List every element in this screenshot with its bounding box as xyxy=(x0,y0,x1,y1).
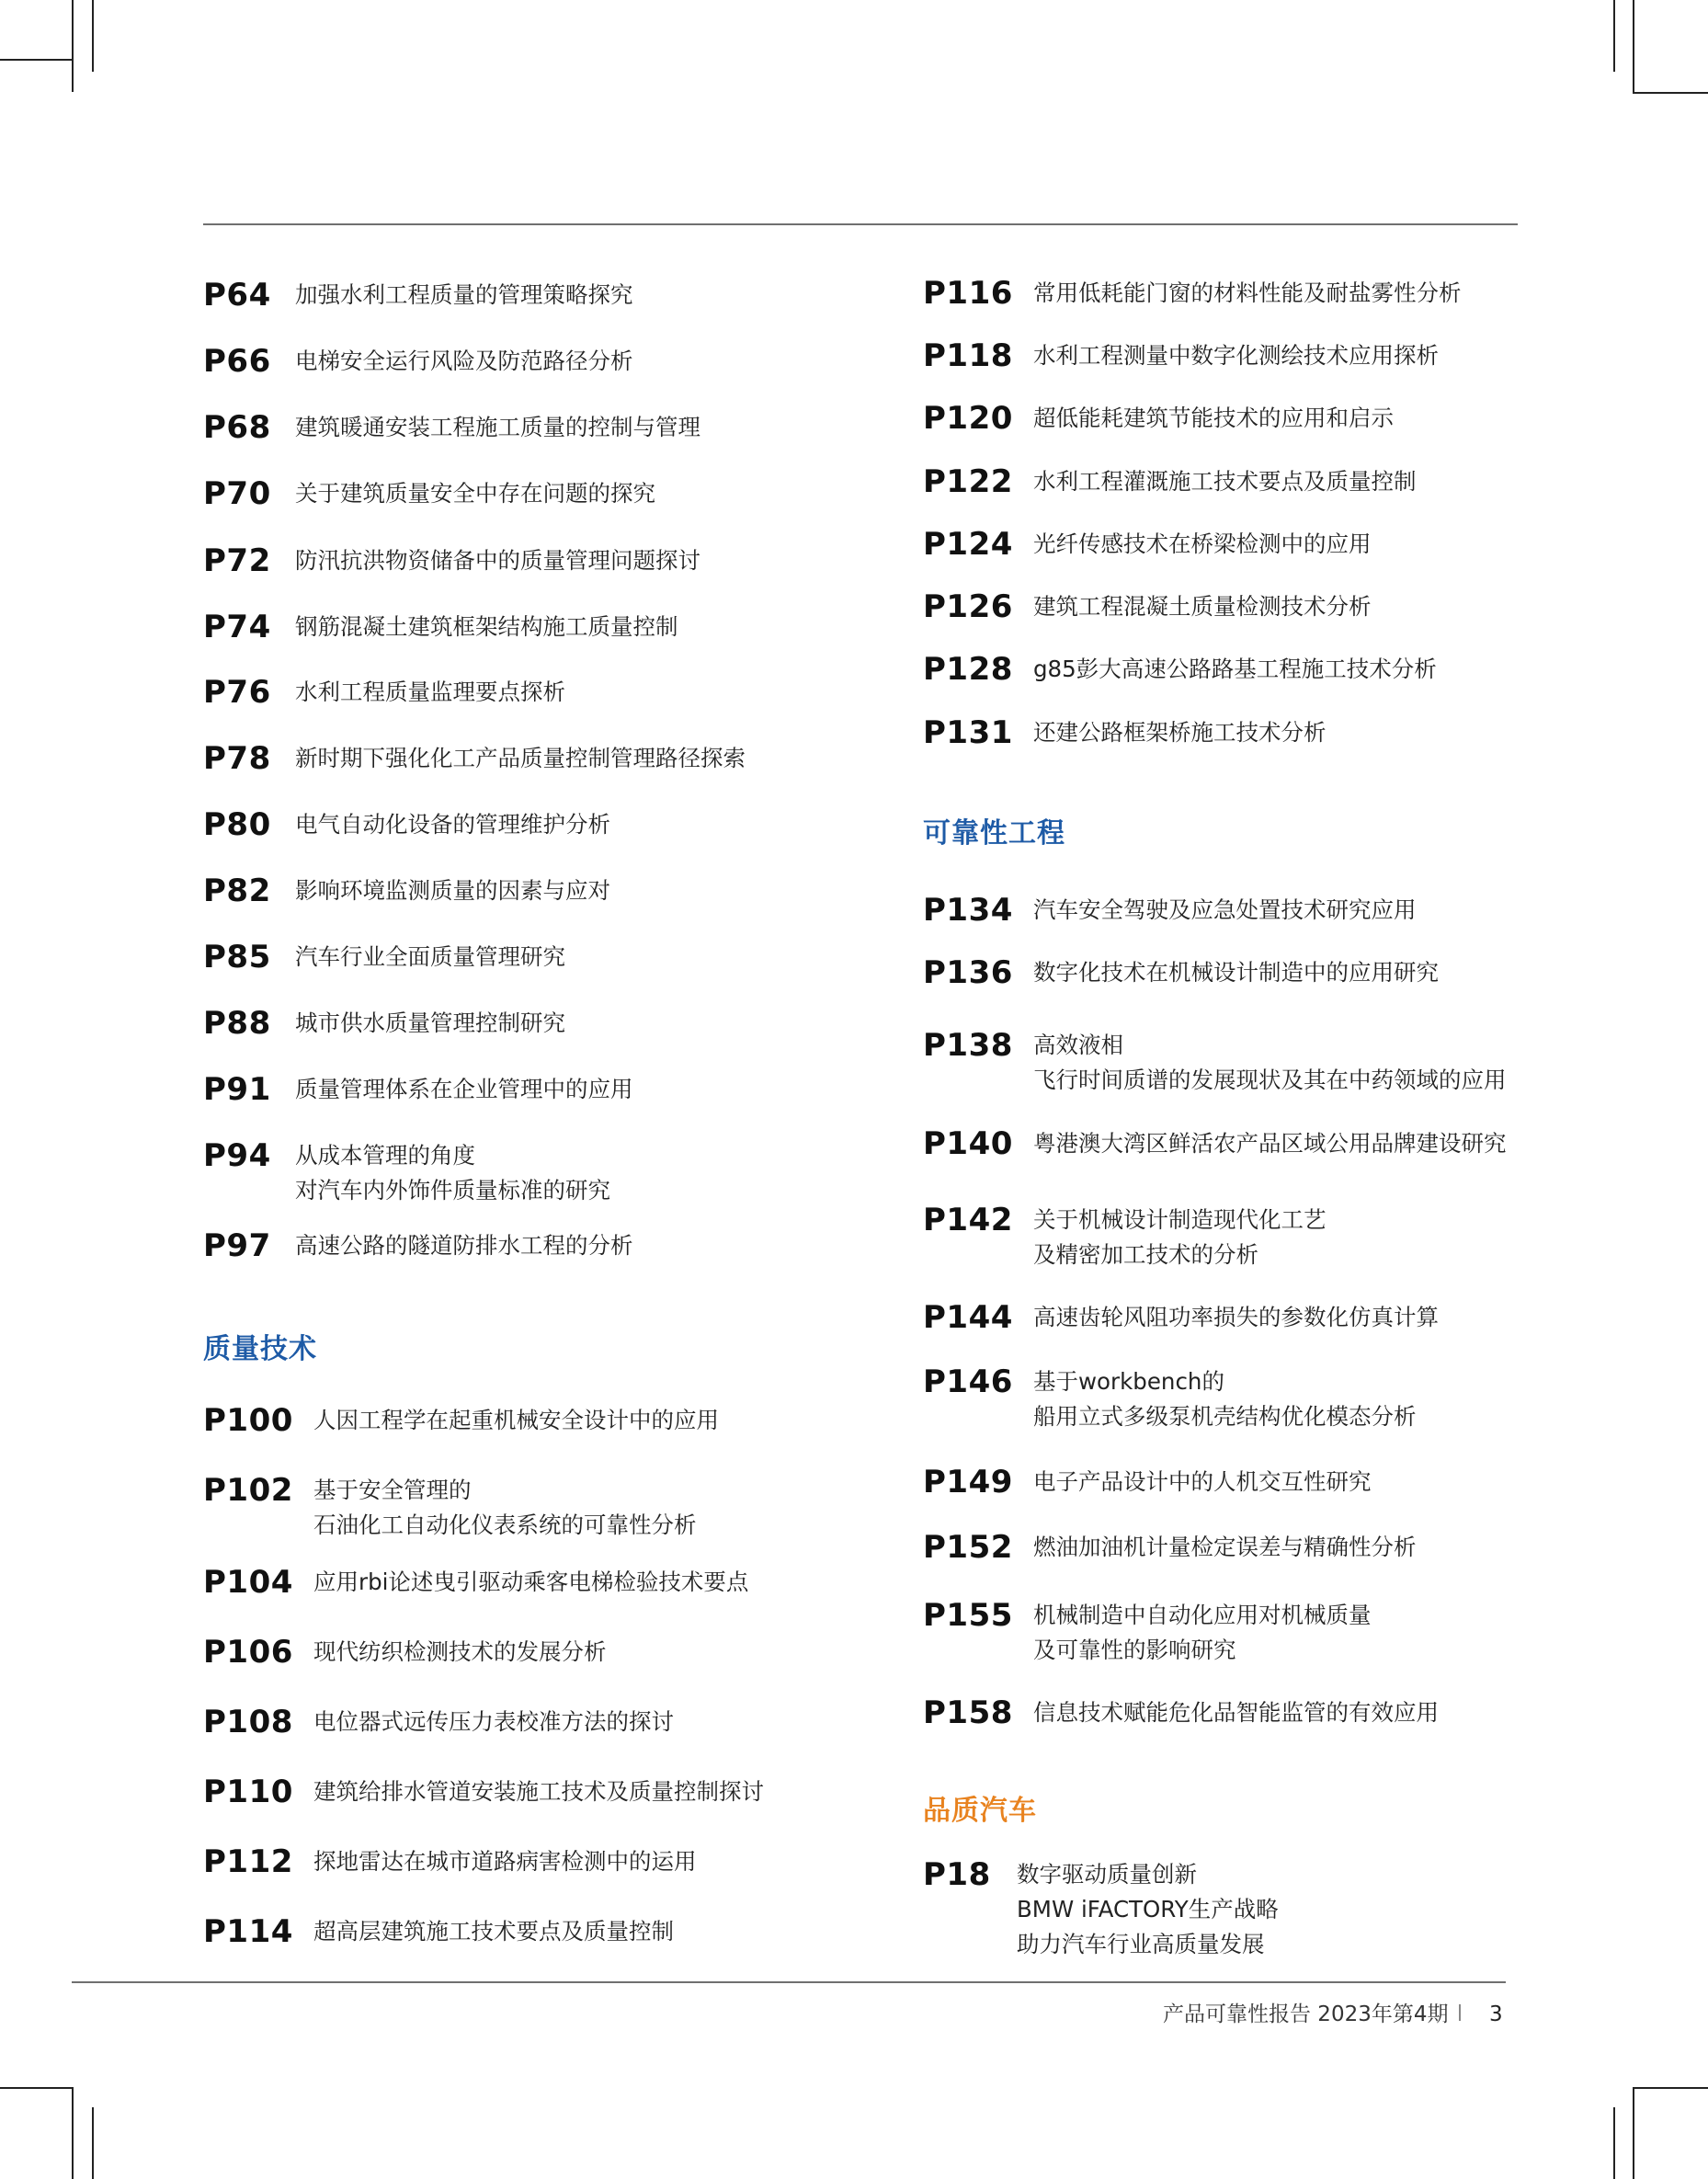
toc-title-line: 应用rbi论述曳引驱动乘客电梯检验技术要点 xyxy=(313,1569,749,1595)
toc-title-line: 燃油加油机计量检定误差与精确性分析 xyxy=(1033,1534,1417,1560)
toc-title-line: 现代纺织检测技术的发展分析 xyxy=(313,1638,607,1665)
toc-entry[interactable] xyxy=(203,410,700,445)
top-divider xyxy=(203,223,1518,225)
toc-entry[interactable] xyxy=(203,741,746,776)
toc-title xyxy=(295,543,700,578)
toc-title-line: 新时期下强化化工产品质量控制管理路径探索 xyxy=(295,745,746,771)
toc-entry[interactable] xyxy=(203,1473,697,1543)
toc-page-number: P78 xyxy=(203,740,271,777)
crop-mark xyxy=(1633,0,1634,92)
crop-mark xyxy=(1633,2087,1634,2179)
toc-title xyxy=(295,410,700,445)
toc-entry[interactable] xyxy=(203,1228,633,1263)
toc-title-line: 探地雷达在城市道路病害检测中的运用 xyxy=(313,1848,697,1875)
toc-page-number: P142 xyxy=(923,1202,1013,1238)
toc-entry[interactable] xyxy=(923,1203,1327,1272)
toc-title-line: 高速齿轮风阻功率损失的参数化仿真计算 xyxy=(1033,1304,1439,1330)
footer-separator xyxy=(1459,2004,1461,2021)
bottom-divider xyxy=(72,1981,1506,1983)
toc-title xyxy=(1033,1465,1372,1500)
toc-title xyxy=(295,675,565,710)
toc-entry[interactable] xyxy=(203,1006,565,1041)
toc-page-number: P116 xyxy=(923,275,1013,312)
toc-entry[interactable] xyxy=(923,1126,1507,1161)
toc-title xyxy=(1033,955,1439,990)
toc-entry[interactable] xyxy=(923,1530,1417,1565)
toc-entry[interactable] xyxy=(923,955,1439,990)
toc-page-number: P76 xyxy=(203,674,271,711)
toc-entry[interactable] xyxy=(923,715,1327,750)
toc-title-line: 电气自动化设备的管理维护分析 xyxy=(295,811,610,838)
toc-page-number: P138 xyxy=(923,1027,1013,1064)
toc-title xyxy=(295,807,610,842)
toc-page-number: P97 xyxy=(203,1227,271,1264)
toc-title xyxy=(295,278,633,313)
toc-title-line: 建筑工程混凝土质量检测技术分析 xyxy=(1033,593,1372,620)
footer-publication: 产品可靠性报告 2023年第4期 xyxy=(1163,2002,1449,2026)
toc-title-line: 质量管理体系在企业管理中的应用 xyxy=(295,1076,633,1102)
crop-mark xyxy=(1633,92,1708,94)
toc-title xyxy=(1033,1028,1507,1098)
toc-entry[interactable] xyxy=(923,1028,1507,1098)
toc-entry[interactable] xyxy=(203,675,565,710)
toc-title xyxy=(1033,401,1394,436)
toc-title-line: 基于安全管理的 xyxy=(313,1477,472,1503)
toc-entry[interactable] xyxy=(923,1465,1372,1500)
toc-title xyxy=(295,873,610,908)
toc-page-number: P118 xyxy=(923,337,1013,374)
crop-mark xyxy=(92,2107,94,2179)
toc-title xyxy=(1033,276,1462,311)
toc-title-line: 常用低耗能门窗的材料性能及耐盐雾性分析 xyxy=(1033,280,1462,306)
toc-title-line: 及精密加工技术的分析 xyxy=(1033,1241,1258,1268)
toc-title xyxy=(313,1635,607,1670)
toc-title xyxy=(313,1473,697,1543)
toc-title-line: 影响环境监测质量的因素与应对 xyxy=(295,877,610,904)
toc-title-line: 钢筋混凝土建筑框架结构施工质量控制 xyxy=(295,613,678,640)
toc-title xyxy=(1033,1364,1417,1434)
toc-title-line: 石油化工自动化仪表系统的可靠性分析 xyxy=(313,1512,697,1538)
toc-title-line: 电位器式远传压力表校准方法的探讨 xyxy=(313,1708,674,1735)
toc-entry[interactable] xyxy=(923,1300,1439,1335)
toc-title xyxy=(295,1006,565,1041)
toc-title xyxy=(1033,589,1372,624)
toc-page-number: P68 xyxy=(203,409,271,446)
section-heading: 品质汽车 xyxy=(923,1795,1037,1827)
toc-page-number: P114 xyxy=(203,1913,293,1950)
toc-title xyxy=(313,1844,697,1879)
toc-title-line: 信息技术赋能危化品智能监管的有效应用 xyxy=(1033,1699,1439,1726)
toc-title xyxy=(1033,1126,1507,1161)
toc-title xyxy=(313,1705,674,1740)
toc-entry[interactable] xyxy=(203,873,610,908)
toc-page-number: P140 xyxy=(923,1125,1013,1162)
toc-title-line: 基于workbench的 xyxy=(1033,1368,1224,1395)
toc-entry[interactable] xyxy=(923,1598,1372,1668)
toc-entry[interactable] xyxy=(923,589,1372,624)
toc-entry[interactable] xyxy=(203,1072,633,1107)
toc-page-number: P152 xyxy=(923,1529,1013,1566)
toc-page-number: P126 xyxy=(923,588,1013,625)
toc-title xyxy=(1033,893,1417,928)
crop-mark xyxy=(0,59,72,61)
toc-page-number: P128 xyxy=(923,651,1013,688)
toc-page-number: P80 xyxy=(203,806,271,843)
toc-title-line: 数字化技术在机械设计制造中的应用研究 xyxy=(1033,959,1439,986)
toc-title-line: 汽车行业全面质量管理研究 xyxy=(295,943,565,970)
toc-entry[interactable] xyxy=(923,652,1437,687)
toc-title xyxy=(1033,652,1437,687)
toc-entry[interactable] xyxy=(923,1857,1279,1962)
toc-entry[interactable] xyxy=(923,338,1439,373)
toc-title xyxy=(1033,1300,1439,1335)
toc-entry[interactable] xyxy=(923,401,1394,436)
toc-page-number: P88 xyxy=(203,1005,271,1042)
toc-entry[interactable] xyxy=(923,1695,1439,1730)
toc-title-line: 超低能耗建筑节能技术的应用和启示 xyxy=(1033,405,1394,431)
toc-page-number: P72 xyxy=(203,542,271,579)
toc-title xyxy=(295,741,746,776)
section-heading: 可靠性工程 xyxy=(923,817,1065,850)
toc-title xyxy=(295,940,565,975)
toc-title xyxy=(295,344,633,379)
toc-page-number: P85 xyxy=(203,939,271,975)
toc-title xyxy=(295,1072,633,1107)
toc-title-line: BMW iFACTORY生产战略 xyxy=(1017,1896,1279,1922)
crop-mark xyxy=(0,2087,72,2089)
crop-mark xyxy=(72,0,74,92)
toc-title-line: 加强水利工程质量的管理策略探究 xyxy=(295,281,633,308)
toc-entry[interactable] xyxy=(203,610,678,645)
toc-title-line: 超高层建筑施工技术要点及质量控制 xyxy=(313,1918,674,1945)
toc-page-number: P74 xyxy=(203,609,271,645)
toc-title-line: 水利工程灌溉施工技术要点及质量控制 xyxy=(1033,468,1417,495)
toc-title xyxy=(1017,1857,1279,1962)
footer-page-number: 3 xyxy=(1489,2002,1503,2026)
toc-title-line: 建筑给排水管道安装施工技术及质量控制探讨 xyxy=(313,1778,764,1805)
toc-page-number: P149 xyxy=(923,1464,1013,1500)
crop-mark xyxy=(92,0,94,72)
toc-title-line: 还建公路框架桥施工技术分析 xyxy=(1033,719,1327,746)
toc-title xyxy=(1033,1530,1417,1565)
toc-title-line: 电子产品设计中的人机交互性研究 xyxy=(1033,1468,1372,1495)
toc-entry[interactable] xyxy=(203,1565,748,1600)
toc-title xyxy=(1033,715,1327,750)
toc-title xyxy=(1033,338,1439,373)
toc-page-number: P108 xyxy=(203,1704,293,1740)
toc-entry[interactable] xyxy=(203,1844,697,1879)
toc-page-number: P136 xyxy=(923,954,1013,991)
toc-title-line: 助力汽车行业高质量发展 xyxy=(1017,1931,1265,1957)
toc-page-number: P94 xyxy=(203,1137,271,1174)
toc-page-number: P122 xyxy=(923,463,1013,500)
toc-title-line: 机械制造中自动化应用对机械质量 xyxy=(1033,1602,1372,1628)
toc-page-number: P124 xyxy=(923,526,1013,563)
toc-page-number: P18 xyxy=(923,1856,991,1893)
toc-title-line: 高效液相 xyxy=(1033,1032,1123,1058)
toc-entry[interactable] xyxy=(203,1138,610,1208)
toc-title-line: 船用立式多级泵机壳结构优化模态分析 xyxy=(1033,1403,1417,1430)
toc-page-number: P100 xyxy=(203,1402,293,1439)
toc-title-line: 数字驱动质量创新 xyxy=(1017,1861,1197,1888)
toc-entry[interactable] xyxy=(923,276,1462,311)
toc-entry[interactable] xyxy=(203,1705,674,1740)
toc-entry[interactable] xyxy=(923,464,1417,499)
toc-title-line: 从成本管理的角度 xyxy=(295,1142,475,1169)
toc-entry[interactable] xyxy=(923,527,1372,562)
crop-mark xyxy=(1613,0,1615,72)
toc-title xyxy=(1033,1203,1327,1272)
toc-page-number: P112 xyxy=(203,1843,293,1880)
toc-title xyxy=(313,1914,674,1949)
toc-entry[interactable] xyxy=(203,344,633,379)
toc-page-number: P106 xyxy=(203,1634,293,1671)
toc-title xyxy=(295,476,655,511)
toc-title-line: 人因工程学在起重机械安全设计中的应用 xyxy=(313,1407,719,1433)
toc-title xyxy=(313,1403,719,1438)
toc-entry[interactable] xyxy=(203,543,700,578)
toc-title-line: 防汛抗洪物资储备中的质量管理问题探讨 xyxy=(295,547,700,574)
toc-page-number: P66 xyxy=(203,343,271,380)
toc-title-line: 对汽车内外饰件质量标准的研究 xyxy=(295,1177,610,1204)
toc-entry[interactable] xyxy=(203,1774,764,1809)
toc-page-number: P134 xyxy=(923,892,1013,929)
toc-entry[interactable] xyxy=(923,893,1417,928)
toc-page-number: P104 xyxy=(203,1564,293,1601)
toc-page-number: P91 xyxy=(203,1071,271,1108)
toc-title xyxy=(1033,1695,1439,1730)
toc-page-number: P158 xyxy=(923,1694,1013,1731)
toc-title-line: g85彭大高速公路路基工程施工技术分析 xyxy=(1033,656,1437,682)
toc-title-line: 光纤传感技术在桥梁检测中的应用 xyxy=(1033,530,1372,557)
toc-title-line: 飞行时间质谱的发展现状及其在中药领域的应用 xyxy=(1033,1067,1507,1093)
toc-entry[interactable] xyxy=(923,1364,1417,1434)
toc-title xyxy=(313,1565,748,1600)
toc-page-number: P146 xyxy=(923,1363,1013,1400)
toc-entry[interactable] xyxy=(203,940,565,975)
toc-title-line: 粤港澳大湾区鲜活农产品区域公用品牌建设研究 xyxy=(1033,1130,1507,1157)
toc-title-line: 汽车安全驾驶及应急处置技术研究应用 xyxy=(1033,896,1417,923)
crop-mark xyxy=(1633,2087,1708,2089)
toc-title-line: 城市供水质量管理控制研究 xyxy=(295,1010,565,1036)
toc-page-number: P82 xyxy=(203,873,271,909)
toc-entry[interactable] xyxy=(203,278,633,313)
toc-page-number: P70 xyxy=(203,475,271,512)
toc-page-number: P155 xyxy=(923,1597,1013,1634)
toc-title xyxy=(1033,527,1372,562)
toc-title xyxy=(1033,464,1417,499)
toc-title-line: 建筑暖通安装工程施工质量的控制与管理 xyxy=(295,414,700,440)
section-heading: 质量技术 xyxy=(203,1333,317,1365)
crop-mark xyxy=(1613,2107,1615,2179)
toc-page-number: P102 xyxy=(203,1472,293,1509)
toc-entry[interactable] xyxy=(203,1635,607,1670)
toc-page-number: P110 xyxy=(203,1774,293,1810)
toc-title xyxy=(295,610,678,645)
toc-title xyxy=(295,1228,633,1263)
toc-title-line: 电梯安全运行风险及防范路径分析 xyxy=(295,348,633,374)
toc-page-number: P144 xyxy=(923,1299,1013,1336)
toc-entry[interactable] xyxy=(203,807,610,842)
toc-title-line: 水利工程测量中数字化测绘技术应用探析 xyxy=(1033,342,1439,369)
toc-title-line: 及可靠性的影响研究 xyxy=(1033,1637,1236,1663)
toc-title xyxy=(295,1138,610,1208)
toc-title-line: 高速公路的隧道防排水工程的分析 xyxy=(295,1232,633,1259)
toc-entry[interactable] xyxy=(203,476,655,511)
toc-title-line: 水利工程质量监理要点探析 xyxy=(295,679,565,705)
toc-title-line: 关于建筑质量安全中存在问题的探究 xyxy=(295,480,655,507)
toc-entry[interactable] xyxy=(203,1403,719,1438)
toc-entry[interactable] xyxy=(203,1914,674,1949)
toc-page-number: P131 xyxy=(923,714,1013,751)
toc-page-number: P64 xyxy=(203,277,271,314)
toc-title xyxy=(313,1774,764,1809)
toc-page-number: P120 xyxy=(923,400,1013,437)
crop-mark xyxy=(72,2087,74,2179)
toc-title xyxy=(1033,1598,1372,1668)
toc-title-line: 关于机械设计制造现代化工艺 xyxy=(1033,1206,1327,1233)
